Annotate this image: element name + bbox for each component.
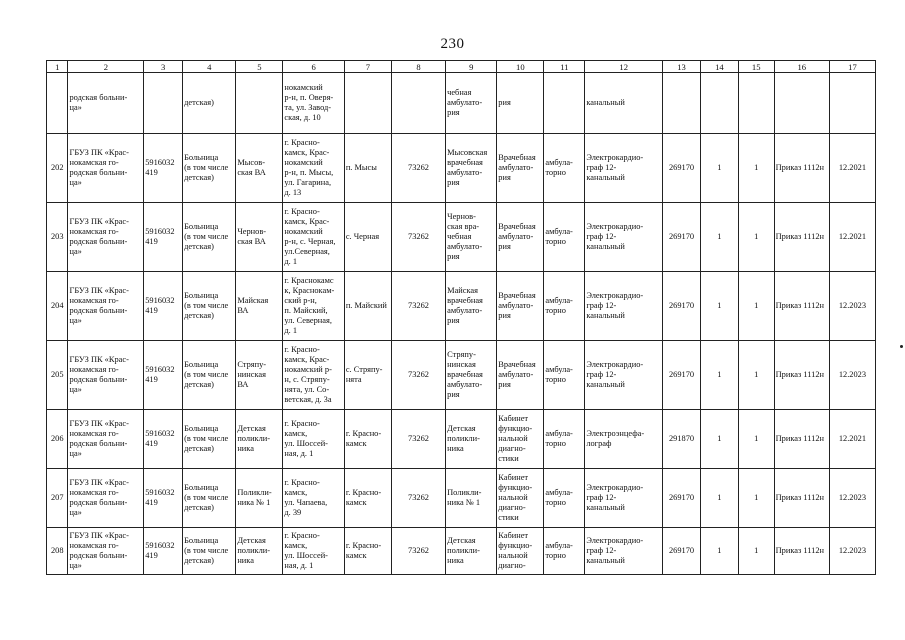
cell-org: родская больни- ца» — [68, 73, 144, 134]
cell-date — [829, 134, 875, 203]
cell-facility — [446, 410, 497, 469]
cell-type-text: Больница (в том числе детская) — [184, 153, 229, 182]
cell-locality-text: с. Стряпу- нята — [345, 365, 383, 384]
cell-dept-text: Кабинет функцио- нальной диагно- стики — [498, 473, 533, 522]
cell-locality-text: с. Черная — [345, 232, 380, 241]
cell-date-text: 12.2023 — [838, 546, 867, 555]
cell-service-text: амбула- торно — [545, 541, 573, 560]
cell-address — [283, 469, 344, 528]
cell-dept-text: Врачебная амбулато- рия — [498, 360, 536, 389]
cell-locality — [344, 410, 391, 469]
cell-service-text: амбула- торно — [545, 296, 573, 315]
cell-equipment — [585, 134, 663, 203]
table-row — [47, 469, 876, 528]
cell-facility — [446, 341, 497, 410]
cell-dept — [497, 528, 544, 575]
cell-oktmo — [391, 528, 445, 575]
cell-equipment-text: Электрокардио- граф 12- канальный — [586, 153, 644, 182]
cell-price-text: 269170 — [668, 370, 695, 379]
cell-dept-text: Кабинет функцио- нальной диагно- стики — [498, 414, 533, 463]
cell-code-text: 5916032 419 — [145, 365, 175, 384]
cell-price — [663, 469, 701, 528]
cell-price — [663, 341, 701, 410]
cell-q1-text: 1 — [717, 370, 722, 379]
cell-date — [829, 203, 875, 272]
cell-unit-text: Поликли- ника № 1 — [237, 488, 272, 507]
cell-service-text: амбула- торно — [545, 158, 573, 177]
cell-unit-text: Стряпу- нинская ВА — [237, 360, 267, 389]
cell-service-text: амбула- торно — [545, 429, 573, 448]
column-number-14: 14 — [700, 61, 738, 73]
cell-num-text: 205 — [50, 370, 64, 379]
table-row — [47, 134, 876, 203]
cell-dept-text: Врачебная амбулато- рия — [498, 153, 536, 182]
cell-date-text: 12.2021 — [838, 434, 867, 443]
cell-q1-text: 1 — [717, 163, 722, 172]
cell-equipment — [585, 203, 663, 272]
cell-facility-text: Детская поликли- ника — [447, 424, 480, 453]
cell-type-text: Больница (в том числе детская) — [184, 291, 229, 320]
cell-unit — [236, 341, 283, 410]
cell-order — [774, 203, 829, 272]
cell-num — [47, 528, 68, 575]
cell-code-text: 5916032 419 — [145, 158, 175, 177]
cell-equipment-text: Электрокардио- граф 12- канальный — [586, 291, 644, 320]
cell-code — [144, 73, 183, 134]
cell-order-text: Приказ 1112н — [775, 232, 825, 241]
cell-dept — [497, 203, 544, 272]
column-number-11: 11 — [544, 61, 585, 73]
cell-address: нокамский р-н, п. Оверя- та, ул. Завод- ская, д. 10 — [283, 73, 344, 134]
cell-num-text: 202 — [50, 163, 64, 172]
cell-address-text: г. Красно- камск, ул. Шоссей- ная, д. 1 — [284, 419, 328, 458]
cell-dept: рия — [497, 73, 544, 134]
cell-price-text: 269170 — [668, 546, 695, 555]
cell-address — [283, 410, 344, 469]
cell-date — [829, 73, 875, 134]
cell-q1-text: 1 — [717, 546, 722, 555]
cell-q1 — [700, 410, 738, 469]
cell-price-text: 291870 — [668, 434, 695, 443]
cell-facility — [446, 272, 497, 341]
cell-price — [663, 203, 701, 272]
cell-q1-text: 1 — [717, 434, 722, 443]
cell-address — [283, 272, 344, 341]
cell-order-text: Приказ 1112н — [775, 546, 825, 555]
cell-oktmo-text: 73262 — [408, 434, 429, 443]
column-number-7: 7 — [344, 61, 391, 73]
cell-date-text: 12.2023 — [838, 493, 867, 502]
cell-locality — [344, 469, 391, 528]
column-number-header-row — [47, 61, 876, 73]
cell-service — [544, 410, 585, 469]
cell-locality — [344, 203, 391, 272]
cell-q1 — [700, 469, 738, 528]
continuation-row — [47, 73, 876, 134]
cell-q2-text: 1 — [754, 434, 759, 443]
cell-equipment-text: Электрокардио- граф 12- канальный — [586, 222, 644, 251]
cell-price — [663, 528, 701, 575]
cell-price-text: 269170 — [668, 493, 695, 502]
cell-num-text: 203 — [50, 232, 64, 241]
column-number-9: 9 — [446, 61, 497, 73]
cell-q1 — [700, 272, 738, 341]
cell-q2 — [738, 410, 774, 469]
column-number-12: 12 — [585, 61, 663, 73]
cell-q2-text: 1 — [754, 232, 759, 241]
cell-q2 — [738, 134, 774, 203]
cell-address-text: г. Красно- камск, ул. Шоссей- ная, д. 1 — [284, 531, 328, 570]
cell-facility-text: Детская поликли- ника — [447, 536, 480, 565]
cell-address — [283, 134, 344, 203]
column-number-4: 4 — [183, 61, 236, 73]
cell-service-text: амбула- торно — [545, 227, 573, 246]
cell-address-text: г. Красно- камск, Крас- нокамский р- н, с. Стряпу- нята, ул. Со- ветская, д. 3а — [284, 345, 332, 404]
column-number-5: 5 — [236, 61, 283, 73]
cell-address — [283, 528, 344, 575]
cell-order — [774, 272, 829, 341]
cell-unit — [236, 528, 283, 575]
cell-service — [544, 272, 585, 341]
cell-q2-text: 1 — [754, 546, 759, 555]
cell-oktmo — [391, 134, 445, 203]
cell-address — [283, 203, 344, 272]
cell-type — [183, 203, 236, 272]
cell-facility-text: Мысовская врачебная амбулато- рия — [447, 148, 488, 187]
cell-equipment-text: Электрокардио- граф 12- канальный — [586, 483, 644, 512]
cell-equipment — [585, 528, 663, 575]
cell-unit-text: Детская поликли- ника — [237, 424, 271, 453]
cell-facility-text: Поликли- ника № 1 — [447, 488, 482, 507]
cell-org — [68, 134, 144, 203]
cell-code — [144, 469, 183, 528]
cell-num — [47, 272, 68, 341]
cell-q1 — [700, 341, 738, 410]
cell-org-text: ГБУЗ ПК «Крас- нокамская го- родская больни- ца» — [69, 217, 129, 256]
cell-order-text: Приказ 1112н — [775, 493, 825, 502]
cell-address-text: г. Красно- камск, ул. Чапаева, д. 39 — [284, 478, 328, 517]
cell-oktmo — [391, 73, 445, 134]
cell-facility-text: Стряпу- нинская врачебная амбулато- рия — [447, 350, 483, 399]
cell-facility — [446, 469, 497, 528]
cell-num — [47, 341, 68, 410]
cell-price-text: 269170 — [668, 301, 695, 310]
cell-locality — [344, 73, 391, 134]
cell-date-text: 12.2023 — [838, 370, 867, 379]
cell-order-text: Приказ 1112н — [775, 370, 825, 379]
cell-type-text: Больница (в том числе детская) — [184, 424, 229, 453]
cell-type — [183, 410, 236, 469]
cell-q1 — [700, 134, 738, 203]
cell-service — [544, 528, 585, 575]
cell-unit-text: Чернов- ская ВА — [237, 227, 267, 246]
cell-q1-text: 1 — [717, 232, 722, 241]
cell-unit — [236, 73, 283, 134]
cell-num-text: 206 — [50, 434, 64, 443]
cell-dept-text: Кабинет функцио- нальной диагно- — [498, 531, 533, 570]
cell-code — [144, 410, 183, 469]
cell-type — [183, 272, 236, 341]
cell-order — [774, 469, 829, 528]
cell-q1-text: 1 — [717, 301, 722, 310]
cell-service — [544, 341, 585, 410]
cell-org — [68, 528, 144, 575]
cell-service — [544, 73, 585, 134]
cell-date-text: 12.2023 — [838, 301, 867, 310]
cell-code-text: 5916032 419 — [145, 541, 175, 560]
cell-locality — [344, 341, 391, 410]
cell-address-text: г. Красно- камск, Крас- нокамский р-н, п. Мысы, ул. Гагарина, д. 13 — [284, 138, 334, 197]
cell-q1 — [700, 203, 738, 272]
cell-num-text: 208 — [50, 546, 64, 555]
cell-equipment — [585, 341, 663, 410]
cell-dept-text: Врачебная амбулато- рия — [498, 291, 536, 320]
cell-price — [663, 272, 701, 341]
cell-org — [68, 341, 144, 410]
cell-price — [663, 73, 701, 134]
cell-service-text: амбула- торно — [545, 365, 573, 384]
table-row — [47, 410, 876, 469]
cell-num — [47, 134, 68, 203]
cell-date — [829, 341, 875, 410]
column-number-16: 16 — [774, 61, 829, 73]
cell-org-text: ГБУЗ ПК «Крас- нокамская го- родская больни- ца» — [69, 478, 129, 517]
cell-q2 — [738, 272, 774, 341]
cell-q2-text: 1 — [754, 163, 759, 172]
cell-code — [144, 134, 183, 203]
cell-q2-text: 1 — [754, 301, 759, 310]
cell-q2 — [738, 341, 774, 410]
cell-oktmo — [391, 272, 445, 341]
cell-type — [183, 469, 236, 528]
cell-type — [183, 341, 236, 410]
cell-equipment-text: Электроэнцефа- лограф — [586, 429, 645, 448]
cell-equipment-text: Электрокардио- граф 12- канальный — [586, 536, 644, 565]
cell-address-text: г. Красно- камск, Крас- нокамский р-н, с. Черная, ул.Северная, д. 1 — [284, 207, 336, 266]
cell-q2 — [738, 73, 774, 134]
cell-equipment: канальный — [585, 73, 663, 134]
cell-unit — [236, 134, 283, 203]
cell-code-text: 5916032 419 — [145, 488, 175, 507]
cell-order — [774, 73, 829, 134]
cell-service-text: амбула- торно — [545, 488, 573, 507]
column-number-6: 6 — [283, 61, 344, 73]
cell-dept — [497, 272, 544, 341]
table-row — [47, 528, 876, 575]
cell-locality-text: п. Мысы — [345, 163, 377, 172]
cell-date-text: 12.2021 — [838, 163, 867, 172]
column-number-1: 1 — [47, 61, 68, 73]
table-row — [47, 341, 876, 410]
cell-org-text: ГБУЗ ПК «Крас- нокамская го- родская больни- ца» — [69, 531, 129, 570]
cell-order — [774, 410, 829, 469]
column-number-17: 17 — [829, 61, 875, 73]
cell-address-text: г. Краснокамс к, Краснокам- ский р-н, п. Майский, ул. Северная, д. 1 — [284, 276, 335, 335]
cell-locality-text: г. Красно- камск — [345, 541, 382, 560]
cell-unit — [236, 272, 283, 341]
cell-type — [183, 528, 236, 575]
cell-org — [68, 203, 144, 272]
cell-org-text: ГБУЗ ПК «Крас- нокамская го- родская больни- ца» — [69, 355, 129, 394]
column-number-3: 3 — [144, 61, 183, 73]
cell-address — [283, 341, 344, 410]
table-row — [47, 272, 876, 341]
equipment-register-table — [46, 60, 876, 575]
cell-type-text: Больница (в том числе детская) — [184, 536, 229, 565]
cell-type-text: Больница (в том числе детская) — [184, 360, 229, 389]
cell-num — [47, 410, 68, 469]
cell-locality-text: п. Майский — [345, 301, 387, 310]
cell-unit-text: Детская поликли- ника — [237, 536, 271, 565]
cell-org-text: ГБУЗ ПК «Крас- нокамская го- родская больни- ца» — [69, 419, 129, 458]
cell-org — [68, 469, 144, 528]
column-number-15: 15 — [738, 61, 774, 73]
cell-q2 — [738, 528, 774, 575]
cell-date — [829, 528, 875, 575]
cell-facility — [446, 203, 497, 272]
cell-q2-text: 1 — [754, 493, 759, 502]
cell-q1 — [700, 528, 738, 575]
column-number-10: 10 — [497, 61, 544, 73]
cell-price-text: 269170 — [668, 163, 695, 172]
cell-order — [774, 528, 829, 575]
cell-org-text: ГБУЗ ПК «Крас- нокамская го- родская больни- ца» — [69, 286, 129, 325]
cell-dept — [497, 134, 544, 203]
cell-locality — [344, 528, 391, 575]
cell-order-text: Приказ 1112н — [775, 301, 825, 310]
cell-q1-text: 1 — [717, 493, 722, 502]
cell-unit-text: Мысов- ская ВА — [237, 158, 266, 177]
cell-org — [68, 272, 144, 341]
column-number-2: 2 — [68, 61, 144, 73]
cell-equipment — [585, 272, 663, 341]
cell-oktmo — [391, 410, 445, 469]
cell-code — [144, 528, 183, 575]
cell-dept — [497, 469, 544, 528]
cell-order-text: Приказ 1112н — [775, 163, 825, 172]
cell-price-text: 269170 — [668, 232, 695, 241]
cell-num — [47, 469, 68, 528]
cell-oktmo-text: 73262 — [408, 163, 429, 172]
cell-order — [774, 341, 829, 410]
cell-locality — [344, 134, 391, 203]
cell-oktmo-text: 73262 — [408, 370, 429, 379]
cell-oktmo — [391, 469, 445, 528]
cell-type — [183, 134, 236, 203]
cell-service — [544, 134, 585, 203]
cell-code-text: 5916032 419 — [145, 227, 175, 246]
cell-dept-text: Врачебная амбулато- рия — [498, 222, 536, 251]
cell-unit — [236, 410, 283, 469]
cell-unit — [236, 469, 283, 528]
cell-num — [47, 73, 68, 134]
cell-num-text: 204 — [50, 301, 64, 310]
cell-code — [144, 341, 183, 410]
cell-date — [829, 272, 875, 341]
cell-dept — [497, 410, 544, 469]
page-number: 230 — [440, 36, 465, 52]
cell-locality-text: г. Красно- камск — [345, 488, 382, 507]
cell-unit — [236, 203, 283, 272]
cell-locality-text: г. Красно- камск — [345, 429, 382, 448]
cell-type-text: Больница (в том числе детская) — [184, 222, 229, 251]
cell-oktmo-text: 73262 — [408, 301, 429, 310]
cell-date — [829, 469, 875, 528]
cell-q2-text: 1 — [754, 370, 759, 379]
cell-q2 — [738, 203, 774, 272]
cell-facility — [446, 134, 497, 203]
cell-facility — [446, 528, 497, 575]
cell-org — [68, 410, 144, 469]
table-row — [47, 203, 876, 272]
cell-price — [663, 134, 701, 203]
cell-date-text: 12.2021 — [838, 232, 867, 241]
cell-equipment — [585, 410, 663, 469]
cell-equipment — [585, 469, 663, 528]
cell-type-text: Больница (в том числе детская) — [184, 483, 229, 512]
cell-oktmo-text: 73262 — [408, 232, 429, 241]
cell-type: детская) — [183, 73, 236, 134]
cell-oktmo — [391, 203, 445, 272]
cell-q1 — [700, 73, 738, 134]
cell-unit-text: Майская ВА — [237, 296, 269, 315]
cell-code-text: 5916032 419 — [145, 296, 175, 315]
cell-num — [47, 203, 68, 272]
cell-date — [829, 410, 875, 469]
cell-q2 — [738, 469, 774, 528]
column-number-8: 8 — [391, 61, 445, 73]
cell-org-text: ГБУЗ ПК «Крас- нокамская го- родская больни- ца» — [69, 148, 129, 187]
cell-oktmo — [391, 341, 445, 410]
cell-order — [774, 134, 829, 203]
column-number-13: 13 — [663, 61, 701, 73]
scan-artifact-dot — [900, 345, 903, 348]
cell-locality — [344, 272, 391, 341]
cell-service — [544, 203, 585, 272]
cell-facility-text: Майская врачебная амбулато- рия — [447, 286, 483, 325]
cell-facility: чебная амбулато- рия — [446, 73, 497, 134]
cell-facility-text: Чернов- ская вра- чебная амбулато- рия — [447, 212, 483, 261]
cell-dept — [497, 341, 544, 410]
cell-code — [144, 272, 183, 341]
cell-code-text: 5916032 419 — [145, 429, 175, 448]
cell-oktmo-text: 73262 — [408, 546, 429, 555]
cell-code — [144, 203, 183, 272]
cell-oktmo-text: 73262 — [408, 493, 429, 502]
cell-order-text: Приказ 1112н — [775, 434, 825, 443]
cell-service — [544, 469, 585, 528]
cell-equipment-text: Электрокардио- граф 12- канальный — [586, 360, 644, 389]
cell-price — [663, 410, 701, 469]
cell-num-text: 207 — [50, 493, 64, 502]
